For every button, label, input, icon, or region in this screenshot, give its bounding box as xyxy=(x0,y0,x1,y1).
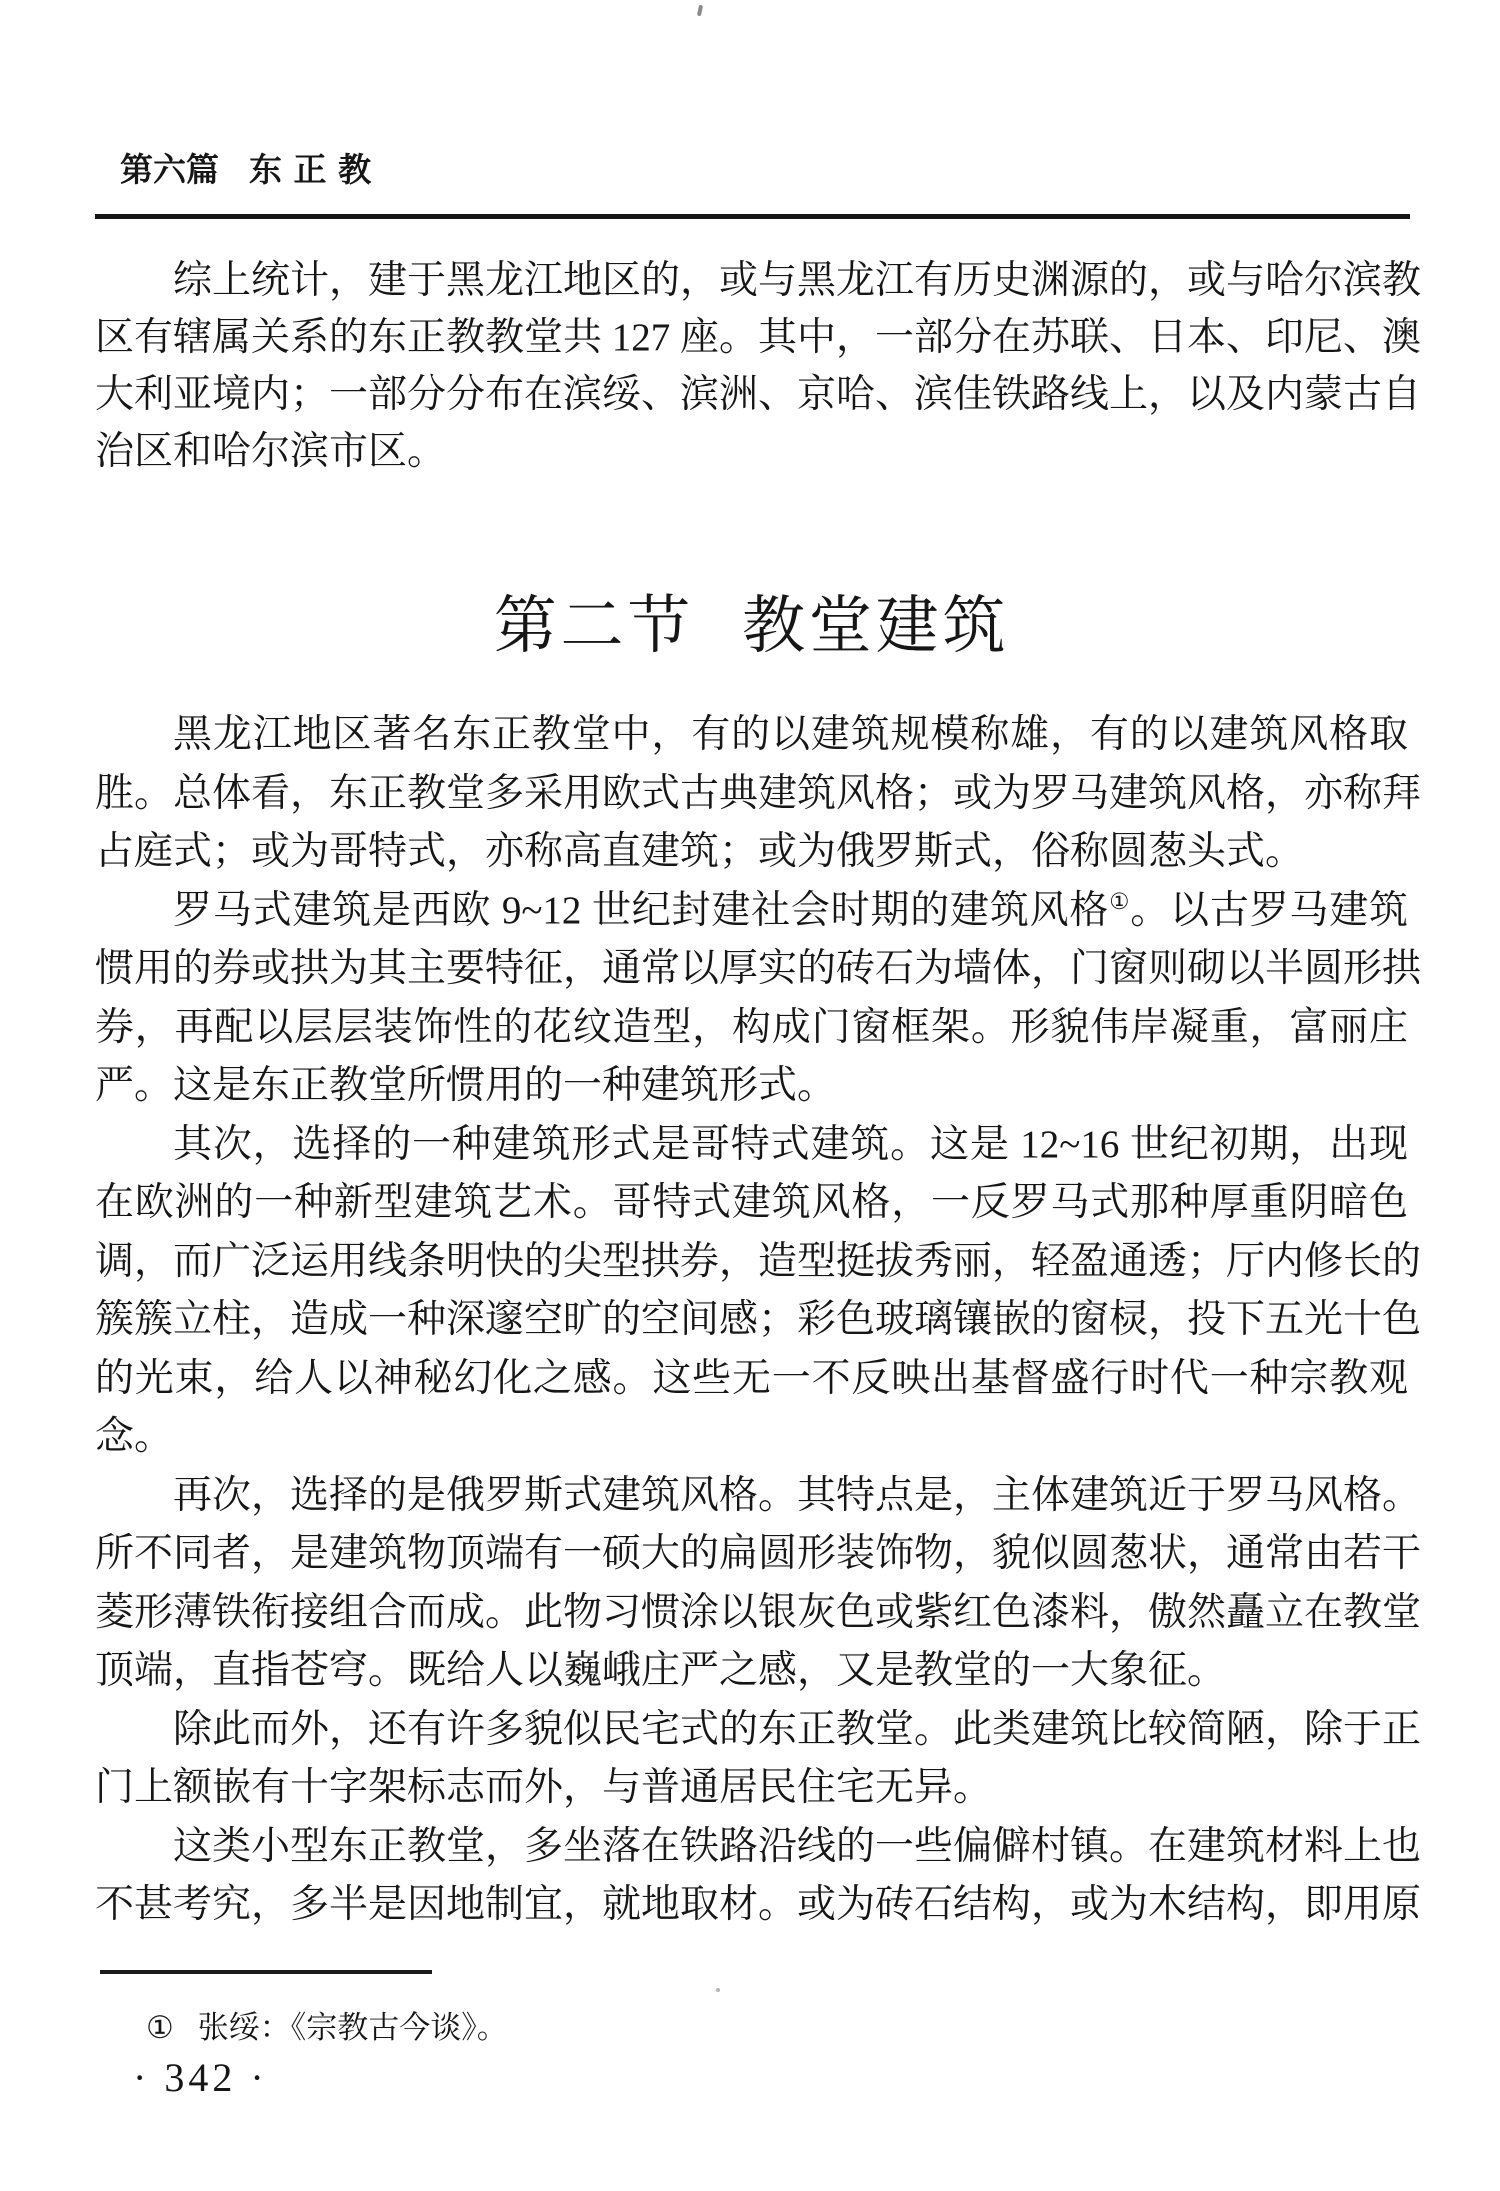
text-line: 其次，选择的一种建筑形式是哥特式建筑。这是 12~16 世纪初期，出现 xyxy=(173,1122,1408,1166)
footnote-text: 张绥：《宗教古今谈》。 xyxy=(197,2010,508,2045)
text-line: 治区和哈尔滨市区。 xyxy=(95,430,447,473)
text-line: 菱形薄铁衔接组合而成。此物习惯涂以银灰色或紫红色漆料，傲然矗立在教堂 xyxy=(95,1590,1422,1634)
text-line: 门上额嵌有十字架标志而外，与普通居民住宅无异。 xyxy=(95,1766,993,1809)
text-line: 券，再配以层层装饰性的花纹造型，构成门窗框架。形貌伟岸凝重，富丽庄 xyxy=(95,1005,1408,1049)
text-line: 不甚考究，多半是因地制宜，就地取材。或为砖石结构，或为木结构，即用原 xyxy=(95,1883,1422,1926)
footnote-rule xyxy=(100,1970,432,1974)
text-line: 严。这是东正教堂所惯用的一种建筑形式。 xyxy=(95,1064,837,1107)
section-title xyxy=(95,576,1408,676)
text-line: 所不同者，是建筑物顶端有一硕大的扁圆形装饰物，貌似圆葱状，通常由若干 xyxy=(95,1532,1422,1575)
running-header-part-number: 第六篇 xyxy=(120,151,219,188)
page-number: · 342 · xyxy=(133,2055,268,2100)
header-rule xyxy=(95,214,1410,219)
text-line: 的光束，给人以神秘幻化之感。这些无一不反映出基督盛行时代一种宗教观 xyxy=(95,1356,1408,1400)
text-line: 综上统计，建于黑龙江地区的，或与黑龙江有历史渊源的，或与哈尔滨教 xyxy=(173,259,1422,302)
running-header-part-title: 东正教 xyxy=(249,151,383,188)
footnote xyxy=(146,2008,508,2048)
text-line: 占庭式；或为哥特式，亦称高直建筑；或为俄罗斯式，俗称圆葱头式。 xyxy=(95,830,1305,873)
body-paragraphs xyxy=(95,706,1422,1935)
text-line: 簇簇立柱，造成一种深邃空旷的空间感；彩色玻璃镶嵌的窗棂，投下五光十色 xyxy=(95,1298,1422,1341)
section-name: 教堂建筑 xyxy=(742,591,1010,661)
scan-speck-bottom xyxy=(716,1988,720,1992)
text-line: 惯用的券或拱为其主要特征，通常以厚实的砖石为墙体，门窗则砌以半圆形拱 xyxy=(95,947,1422,990)
text-line: 黑龙江地区著名东正教堂中，有的以建筑规模称雄，有的以建筑风格取 xyxy=(173,713,1408,756)
section-number: 第二节 xyxy=(493,591,695,661)
text-line: 除此而外，还有许多貌似民宅式的东正教堂。此类建筑比较简陋，除于正 xyxy=(173,1707,1422,1751)
running-header xyxy=(120,150,383,190)
intro-paragraphs xyxy=(95,252,1422,480)
scan-speck-top xyxy=(697,5,703,17)
text-line: 念。 xyxy=(95,1415,174,1458)
text-line: 在欧洲的一种新型建筑艺术。哥特式建筑风格，一反罗马式那种厚重阴暗色 xyxy=(95,1181,1408,1224)
footnote-marker: ① xyxy=(146,2010,174,2045)
text-line: 再次，选择的是俄罗斯式建筑风格。其特点是，主体建筑近于罗马风格。 xyxy=(173,1473,1422,1517)
text-line: 大利亚境内；一部分分布在滨绥、滨洲、京哈、滨佳铁路线上，以及内蒙古自 xyxy=(95,373,1422,416)
text-line: 这类小型东正教堂，多坐落在铁路沿线的一些偏僻村镇。在建筑材料上也 xyxy=(173,1824,1422,1868)
text-line: 胜。总体看，东正教堂多采用欧式古典建筑风格；或为罗马建筑风格，亦称拜 xyxy=(95,771,1422,815)
text-line: 顶端，直指苍穹。既给人以巍峨庄严之感，又是教堂的一大象征。 xyxy=(95,1649,1227,1692)
text-line: 区有辖属关系的东正教教堂共 127 座。其中，一部分在苏联、日本、印尼、澳 xyxy=(95,316,1422,359)
text-line: 调，而广泛运用线条明快的尖型拱券，造型挺拔秀丽，轻盈通透；厅内修长的 xyxy=(95,1239,1422,1283)
text-line: 罗马式建筑是西欧 9~12 世纪封建社会时期的建筑风格①。以古罗马建筑 xyxy=(173,888,1408,932)
